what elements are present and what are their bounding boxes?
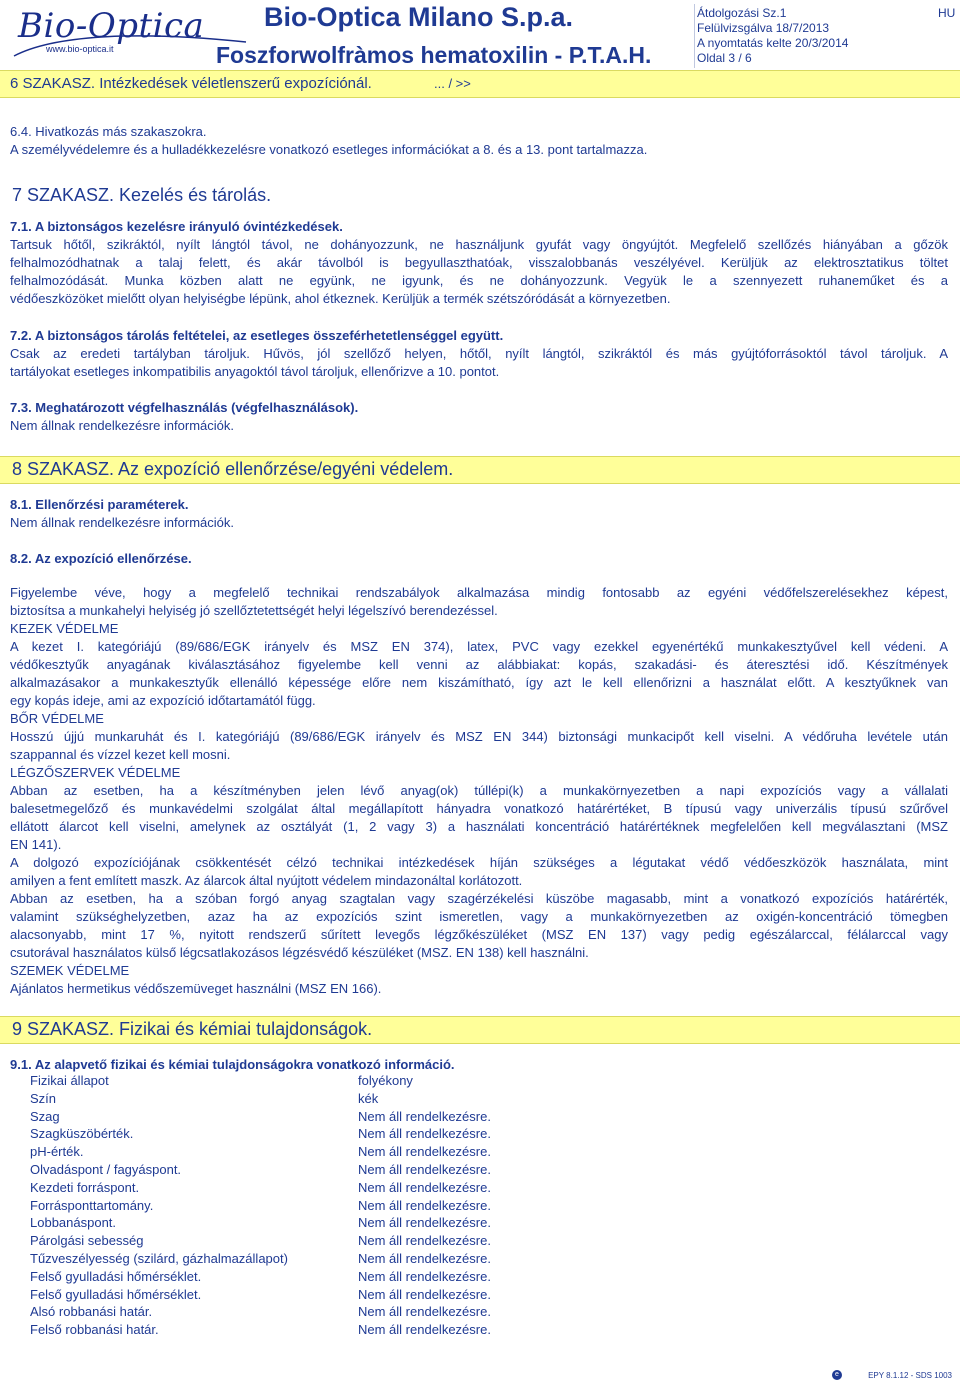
property-label: Forrásponttartomány.	[30, 1198, 154, 1213]
section-title-7: 7 SZAKASZ. Kezelés és tárolás.	[12, 185, 272, 205]
section-title-9: 9 SZAKASZ. Fizikai és kémiai tulajdonságok.	[12, 1019, 373, 1039]
paragraph: Nem állnak rendelkezésre információk.	[10, 515, 234, 530]
paragraph-line: felhalmozódását. Munka közben alatt ne együnk, ne igyunk, és ne dohányozzunk. Vegyük le a szennyezett ruhaneműket és a	[10, 273, 948, 288]
paragraph: Nem állnak rendelkezésre információk.	[10, 418, 234, 433]
subsection-heading: 8.2. Az expozíció ellenőrzése.	[10, 551, 192, 566]
paragraph-line: alacsonyabb, mint 17 %, nyitott rendszerű sűrített levegős légzőkészüléket (MSZ EN 137) vagy pedig egészálarccal, félálarccal vagy	[10, 927, 948, 942]
company-name: Bio-Optica Milano S.p.a.	[264, 2, 574, 32]
property-label: Szín	[30, 1091, 57, 1106]
property-value: Nem áll rendelkezésre.	[358, 1109, 491, 1124]
property-label: Felső robbanási határ.	[30, 1322, 159, 1337]
paragraph-line: alkalmazásakor a munkakesztyűk ellenálló képessége előre nem kiszámítható, így azt le kell ellenőrizni a használat előtt. A kesztyűknek van	[10, 675, 948, 690]
paragraph: Ajánlatos hermetikus védőszemüveget használni (MSZ EN 166).	[10, 981, 382, 996]
property-value: Nem áll rendelkezésre.	[358, 1287, 491, 1302]
section-title-8: 8 SZAKASZ. Az expozíció ellenőrzése/egyéni védelem.	[12, 459, 454, 479]
property-value: Nem áll rendelkezésre.	[358, 1233, 491, 1248]
paragraph-line: amilyen a fent említett maszk. Az álarcok által nyújtott védelem mindazonáltal korlátozott.	[10, 873, 523, 888]
page-number: Oldal 3 / 6	[697, 51, 752, 65]
property-label: Fizikai állapot	[30, 1073, 109, 1088]
property-label: Felső gyulladási hőmérséklet.	[30, 1287, 202, 1302]
property-label: pH-érték.	[30, 1144, 84, 1159]
property-label: Párolgási sebesség	[30, 1233, 144, 1248]
property-value: Nem áll rendelkezésre.	[358, 1144, 491, 1159]
protection-title-eyes: SZEMEK VÉDELME	[10, 963, 130, 978]
property-label: Felső gyulladási hőmérséklet.	[30, 1269, 202, 1284]
protection-title-respiratory: LÉGZŐSZERVEK VÉDELME	[10, 765, 181, 780]
paragraph-line: Figyelembe véve, hogy a megfelelő technikai rendszabályok alkalmazása mindig fontosabb az egyéni védőfelszerelésekhez képest,	[10, 585, 948, 600]
property-value: Nem áll rendelkezésre.	[358, 1126, 491, 1141]
paragraph-line: Abban az esetben, ha a szóban forgó anyag szagtalan vagy szagérzékelési küszöbe magasabb, mint a vonatkozó expozíciós határérték,	[10, 891, 948, 906]
paragraph-line: Tartsuk hőtől, szikráktól, nyílt lángtól távol, ne dohányozzunk, ne használjunk gyufát vagy öngyújtót. Megfelelő szellőzés hiányában a gőzök	[10, 237, 948, 252]
subsection-heading: 7.1. A biztonságos kezelésre irányuló óvintézkedések.	[10, 219, 343, 234]
subsection-heading: 7.3. Meghatározott végfelhasználás (végfelhasználások).	[10, 400, 359, 415]
product-name: Foszforwolfràmos hematoxilin - P.T.A.H.	[216, 42, 652, 68]
language-code: HU	[938, 6, 956, 20]
property-label: Alsó robbanási határ.	[30, 1304, 153, 1319]
property-value: Nem áll rendelkezésre.	[358, 1304, 491, 1319]
paragraph-line: Abban az esetben, ha a készítményben jelen lévő anyag(ok) túllépi(k) a munkakörnyezetben a napi expozíciós vagy a vállalati	[10, 783, 948, 798]
print-date: A nyomtatás kelte 20/3/2014	[697, 36, 849, 50]
paragraph-line: egy kopás ideje, ami az expozíció időtartamától függ.	[10, 693, 316, 708]
property-value: Nem áll rendelkezésre.	[358, 1251, 491, 1266]
paragraph-line: ellátott álarcot kell viselni, amelynek az osztályát (1, 2 vagy 3) a használati koncentráció határértéknek megfelelően kell megválasztani (MSZ	[10, 819, 948, 834]
property-value: Nem áll rendelkezésre.	[358, 1162, 491, 1177]
footer-version: EPY 8.1.12 - SDS 1003	[868, 1371, 952, 1380]
property-value: Nem áll rendelkezésre.	[358, 1198, 491, 1213]
continued-section-title: 6 SZAKASZ. Intézkedések véletlenszerű expozíciónál.	[10, 75, 372, 92]
paragraph-line: felhalmozódhatnak a talaj felett, és akár távolból is begyullaszthatóak, visszalobbanás veszélyével. Kerüljük az elektrosztatikus töltet	[10, 255, 948, 270]
paragraph-line: Csak az eredeti tartályban tároljuk. Hűvös, jól szellőző helyen, hőtől, nyílt lángtól, szikráktól és más gyújtóforrásoktól távol tároljuk. A	[10, 346, 948, 361]
revision-number: Átdolgozási Sz.1	[697, 6, 787, 20]
review-date: Felülvizsgálva 18/7/2013	[697, 21, 830, 35]
property-value: kék	[358, 1091, 379, 1106]
paragraph-line: A dolgozó expozíciójának csökkentését célzó technikai intézkedések híján szükséges a légutakat védő védőeszközök használata, mint	[10, 855, 948, 870]
paragraph-line: A kezet I. kategóriájú (89/686/EGK irányelv és MSZ EN 374), latex, PVC vagy ezekkel egyenértékű munkakesztyűvel kell védeni. A	[10, 639, 948, 654]
paragraph-line: valamint szükséghelyzetben, azaz ha az expozíciós szint ismeretlen, vagy a munkakörnyezetben az oxigén-koncentráció tömegben	[10, 909, 948, 924]
property-label: Olvadáspont / fagyáspont.	[30, 1162, 182, 1177]
property-label: Szag	[30, 1109, 60, 1124]
paragraph: A személyvédelemre és a hulladékkezelésre vonatkozó esetleges információkat a 8. és a 13. pont tartalmazza.	[10, 142, 648, 157]
property-value: folyékony	[358, 1073, 413, 1088]
subsection-heading: 7.2. A biztonságos tárolás feltételei, az esetleges összeférhetetlenséggel együtt.	[10, 328, 504, 343]
page-header	[0, 0, 960, 96]
protection-title-skin: BŐR VÉDELME	[10, 711, 104, 726]
paragraph-line: szappannal és vízzel kezet kell mosni.	[10, 747, 231, 762]
continued-marker: ... / >>	[434, 76, 471, 91]
property-value: Nem áll rendelkezésre.	[358, 1269, 491, 1284]
header-divider	[694, 4, 695, 68]
paragraph-line: balesetmegelőző és munkavédelmi szolgálat által megállapított hányadra vonatkozó határértéket, B típusú vagy univerzális típusú szűrővel	[10, 801, 948, 816]
subsection-heading: 9.1. Az alapvető fizikai és kémiai tulajdonságokra vonatkozó információ.	[10, 1057, 455, 1072]
paragraph-line: Hosszú újjú munkaruhát és I. kategóriájú (89/686/EGK irányelv és MSZ EN 344) biztonsági munkacipőt kell viselni. A védőruha levétele után	[10, 729, 948, 744]
logo-url: www.bio-optica.it	[46, 44, 114, 54]
paragraph-line: védőkesztyűk anyagának kiválasztásához figyelembe kell venni az alábbiakat: kopás, szakadási- és áteresztési idő. Készítmények	[10, 657, 948, 672]
property-label: Szagküszöbérték.	[30, 1126, 134, 1141]
paragraph-line: tartályokat esetleges inkompatibilis anyagoktól távol tároljuk, ellenőrizve a 10. pontot.	[10, 364, 500, 379]
property-label: Lobbanáspont.	[30, 1215, 117, 1230]
paragraph-line: EN 141).	[10, 837, 62, 852]
subsection-heading: 8.1. Ellenőrzési paraméterek.	[10, 497, 189, 512]
property-value: Nem áll rendelkezésre.	[358, 1215, 491, 1230]
epy-icon: e	[832, 1370, 842, 1380]
property-value: Nem áll rendelkezésre.	[358, 1322, 491, 1337]
paragraph-line: biztosítsa a munkahelyi helyiség jó szellőztetettségét helyi légelszívó berendezéssel.	[10, 603, 498, 618]
property-label: Tűzveszélyesség (szilárd, gázhalmazállapot)	[30, 1251, 288, 1266]
paragraph-line: csutorával használatos külső légcsatlakozásos légzésvédő készüléket (MSZ. EN 138) kell használni.	[10, 945, 589, 960]
property-label: Kezdeti forráspont.	[30, 1180, 140, 1195]
logo-wordmark: Bio-Optica	[18, 6, 205, 46]
property-value: Nem áll rendelkezésre.	[358, 1180, 491, 1195]
paragraph-line: védőeszközöket mielőtt olyan helyiségbe lépünk, ahol étkeznek. Kerüljük a termék szétszóródását a környezetben.	[10, 291, 671, 306]
protection-title-hands: KEZEK VÉDELME	[10, 621, 119, 636]
subsection-heading: 6.4. Hivatkozás más szakaszokra.	[10, 124, 207, 139]
